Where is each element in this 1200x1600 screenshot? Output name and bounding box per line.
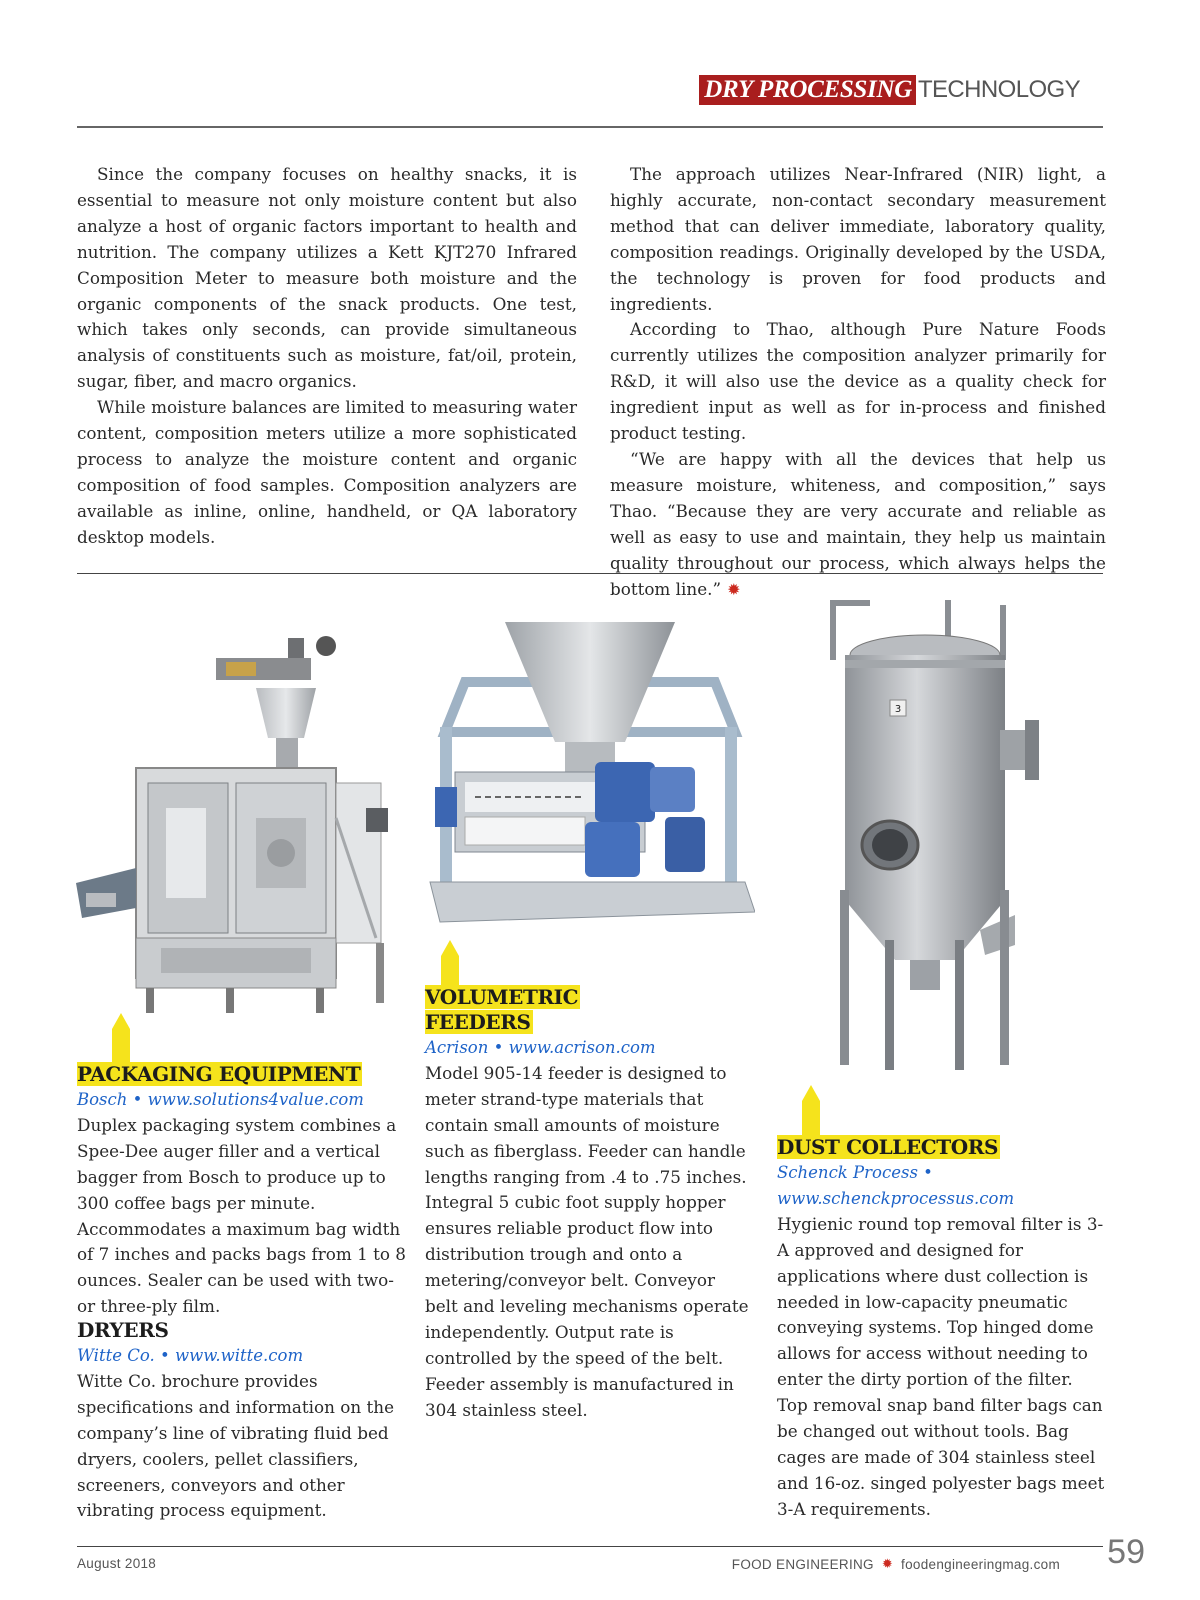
- product-volumetric-feeders: [425, 985, 750, 1424]
- product-title: VOLUMETRIC FEEDERS: [425, 985, 579, 1034]
- section-kicker: DRY PROCESSING: [699, 75, 916, 105]
- end-mark-icon: ✹: [727, 579, 741, 599]
- section-divider: [77, 573, 1103, 574]
- header-divider: [77, 126, 1103, 128]
- publication-name: FOOD ENGINEERING: [731, 1556, 874, 1572]
- product-source-link[interactable]: Bosch • www.solutions4value.com: [77, 1090, 364, 1109]
- dust-collector-image: [830, 600, 1055, 1100]
- footer-date: August 2018: [77, 1556, 157, 1571]
- article-paragraph-last: [610, 447, 1106, 602]
- product-source-link[interactable]: Witte Co. • www.witte.com: [77, 1346, 304, 1365]
- arrow-up-icon: [441, 940, 459, 990]
- footer-publication: [732, 1556, 1060, 1572]
- product-title: PACKAGING EQUIPMENT: [77, 1062, 361, 1086]
- page-number: 59: [1107, 1533, 1145, 1571]
- arrow-up-icon: [802, 1085, 820, 1135]
- packaging-machine-image: [76, 618, 411, 1038]
- arrow-up-icon: [112, 1013, 130, 1063]
- product-description: Duplex packaging system combines a Spee-Dee auger filler and a vertical bagger from Bosch to produce up to 300 coffee bags per minute. Accommodates a maximum bag width of 7 inches and packs bags from 1 to 8 ounces. Sealer can be used with two- or three-ply film.: [77, 1114, 406, 1317]
- article-paragraph-text: “We are happy with all the devices that help us measure moisture, whiteness, and composition,” says Thao. “Because they are very accurate and reliable as well as easy to use and maintain, they help us maintain quality throughout our process, which always helps the bottom line.”: [610, 448, 1106, 599]
- article-paragraph: While moisture balances are limited to measuring water content, composition meters utilize a more sophisticated process to analyze the moisture content and organic composition of food samples. Composition analyzers are available as inline, online, handheld, or QA laboratory desktop models.: [77, 397, 577, 547]
- panel-number-label: 3: [894, 704, 902, 715]
- product-source-link[interactable]: Schenck Process • www.schenckprocessus.com: [777, 1163, 1015, 1208]
- product-title: DUST COLLECTORS: [777, 1135, 999, 1159]
- volumetric-feeder-image: [425, 622, 755, 942]
- footer-divider: [77, 1546, 1103, 1547]
- product-dust-collectors: [777, 1135, 1107, 1523]
- article-column-left: [77, 162, 577, 551]
- product-source-link[interactable]: Acrison • www.acrison.com: [425, 1038, 656, 1057]
- product-description: Witte Co. brochure provides specifications and information on the company’s line of vibrating fluid bed dryers, coolers, pellet classifiers, screeners, conveyors and other vibrating process equipment.: [77, 1370, 395, 1521]
- product-dryers: [77, 1318, 412, 1524]
- product-title: DRYERS: [77, 1318, 169, 1342]
- product-description: Hygienic round top removal filter is 3-A approved and designed for applications where dust collection is needed in low-capacity pneumatic conveying systems. Top hinged dome allows for access without needing to enter the dirty portion of the filter. Top removal snap band filter bags can be changed out without tools. Bag cages are made of 304 stainless steel and 16-oz. singed polyester bags meet 3-A requirements.: [777, 1213, 1105, 1519]
- separator-icon: ✹: [881, 1556, 894, 1571]
- article-paragraph: The approach utilizes Near-Infrared (NIR) light, a highly accurate, non-contact secondary measurement method that can deliver immediate, laboratory quality, composition readings. Originally developed by the USDA, the technology is proven for food products and ingredients.: [610, 164, 1106, 314]
- article-paragraph: According to Thao, although Pure Nature Foods currently utilizes the composition analyzer primarily for R&D, it will also use the device as a quality check for ingredient input as well as for in-process and finished product testing.: [610, 319, 1106, 444]
- section-tail: TECHNOLOGY: [917, 76, 1080, 103]
- article-paragraph: Since the company focuses on healthy snacks, it is essential to measure not only moisture content but also analyze a host of organic factors important to health and nutrition. The company utilizes a Kett KJT270 Infrared Composition Meter to measure both moisture and the organic components of the snack products. One test, which takes only seconds, can provide simultaneous analysis of constituents such as moisture, fat/oil, protein, sugar, fiber, and macro organics.: [77, 164, 577, 392]
- product-description: Model 905-14 feeder is designed to meter strand-type materials that contain small amounts of moisture such as fiberglass. Feeder can handle lengths ranging from .4 to .75 inches. Integral 5 cubic foot supply hopper ensures reliable product flow into distribution trough and onto a metering/conveyor belt. Conveyor belt and leveling mechanisms operate independently. Output rate is controlled by the speed of the belt. Feeder assembly is manufactured in 304 stainless steel.: [425, 1062, 749, 1420]
- article-column-right: [610, 162, 1106, 602]
- publication-website[interactable]: foodengineeringmag.com: [901, 1556, 1060, 1572]
- section-header: [699, 75, 1080, 105]
- product-packaging-equipment: [77, 1062, 412, 1320]
